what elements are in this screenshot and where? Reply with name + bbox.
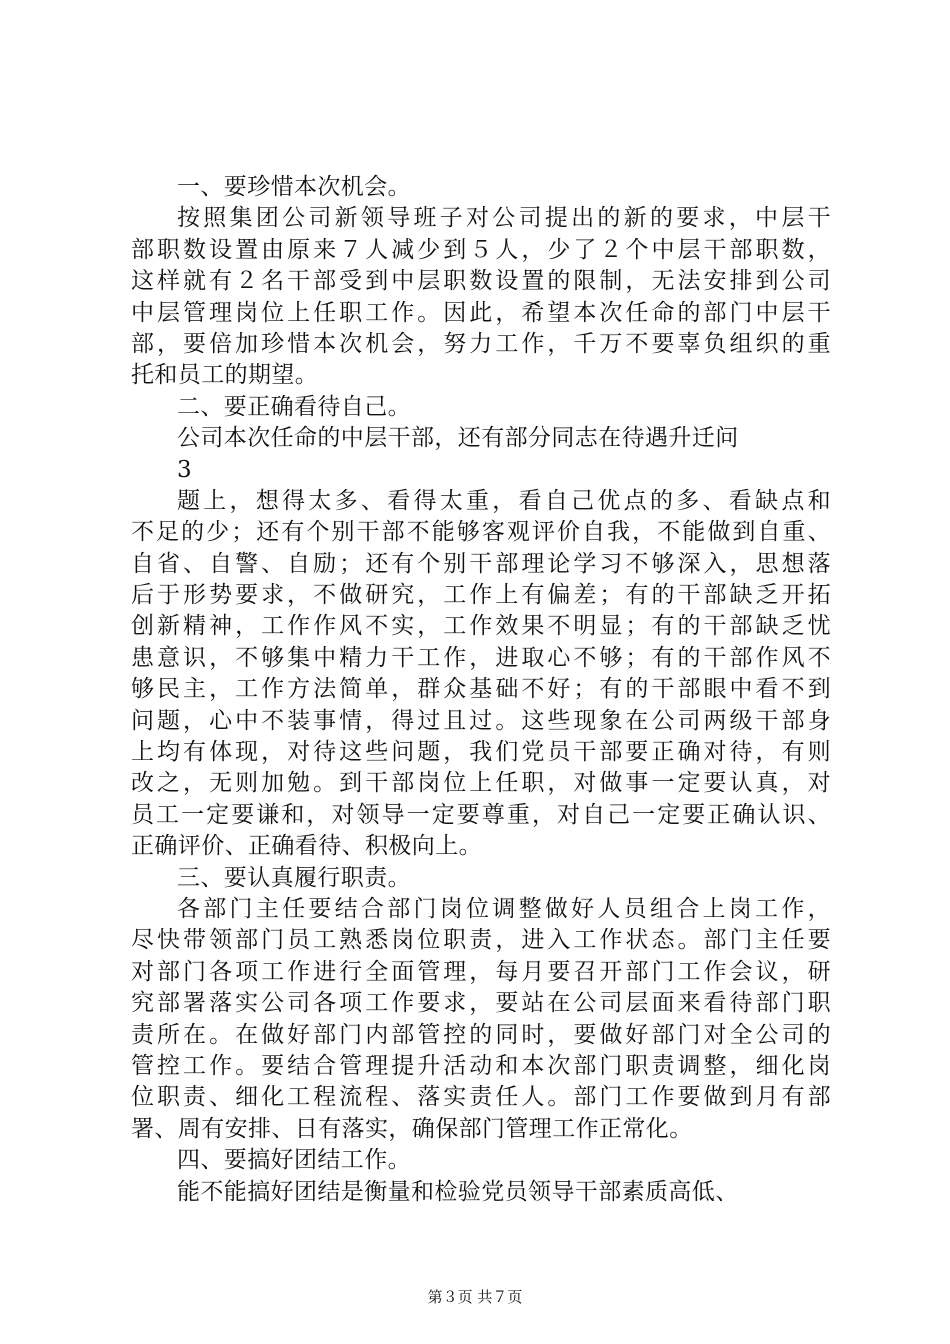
text-line: 创新精神，工作作风不实，工作效果不明显；有的干部缺乏忧 (131, 613, 831, 640)
page-footer: 第３页 共７页 (427, 1288, 523, 1306)
text-line: 不足的少；还有个别干部不能够客观评价自我，不能做到自重、 (131, 519, 831, 546)
text-line: 位职责、细化工程流程、落实责任人。部门工作要做到月有部 (131, 1084, 831, 1111)
text-line: 这样就有２名干部受到中层职数设置的限制，无法安排到公司 (131, 268, 831, 295)
text-line: 患意识，不够集中精力干工作，进取心不够；有的干部作风不 (131, 644, 831, 671)
text-line: 公司本次任命的中层干部，还有部分同志在待遇升迁问 (177, 425, 739, 452)
text-line: 能不能搞好团结是衡量和检验党员领导干部素质高低、 (177, 1178, 739, 1205)
text-line: 员工一定要谦和，对领导一定要尊重，对自己一定要正确认识、 (131, 801, 831, 828)
text-line: 后于形势要求，不做研究，工作上有偏差；有的干部缺乏开拓 (131, 582, 831, 609)
text-line: 究部署落实公司各项工作要求，要站在公司层面来看待部门职 (131, 990, 831, 1017)
text-line: 上均有体现，对待这些问题，我们党员干部要正确对待，有则 (131, 739, 831, 766)
text-line: 问题，心中不装事情，得过且过。这些现象在公司两级干部身 (131, 707, 831, 734)
text-line: 责所在。在做好部门内部管控的同时，要做好部门对全公司的 (131, 1021, 831, 1048)
text-line: 改之，无则加勉。到干部岗位上任职，对做事一定要认真，对 (131, 770, 831, 797)
text-line: 按照集团公司新领导班子对公司提出的新的要求，中层干 (177, 205, 831, 232)
text-line: 中层管理岗位上任职工作。因此，希望本次任命的部门中层干 (131, 299, 831, 326)
document-body (131, 172, 831, 1208)
text-line: 各部门主任要结合部门岗位调整做好人员组合上岗工作， (177, 895, 831, 922)
text-line: 部职数设置由原来７人减少到５人，少了２个中层干部职数， (131, 236, 831, 263)
text-line: 托和员工的期望。 (131, 362, 319, 389)
text-line: 自省、自警、自励；还有个别干部理论学习不够深入，思想落 (131, 550, 831, 577)
text-line: 管控工作。要结合管理提升活动和本次部门职责调整，细化岗 (131, 1052, 831, 1079)
text-line: 四、要搞好团结工作。 (177, 1147, 411, 1174)
text-line: 题上，想得太多、看得太重，看自己优点的多、看缺点和 (177, 487, 831, 514)
text-line: 正确评价、正确看待、积极向上。 (131, 833, 482, 860)
text-line: 够民主，工作方法简单，群众基础不好；有的干部眼中看不到 (131, 676, 831, 703)
text-line: 一、要珍惜本次机会。 (177, 174, 411, 200)
text-line: 署、周有安排、日有落实，确保部门管理工作正常化。 (131, 1115, 693, 1142)
text-line: 3 (177, 456, 193, 483)
text-line: 三、要认真履行职责。 (177, 864, 411, 891)
text-line: 尽快带领部门员工熟悉岗位职责，进入工作状态。部门主任要 (131, 927, 831, 954)
text-line: 部，要倍加珍惜本次机会，努力工作，千万不要辜负组织的重 (131, 330, 831, 357)
text-line: 二、要正确看待自己。 (177, 393, 411, 420)
text-line: 对部门各项工作进行全面管理，每月要召开部门工作会议，研 (131, 958, 831, 985)
